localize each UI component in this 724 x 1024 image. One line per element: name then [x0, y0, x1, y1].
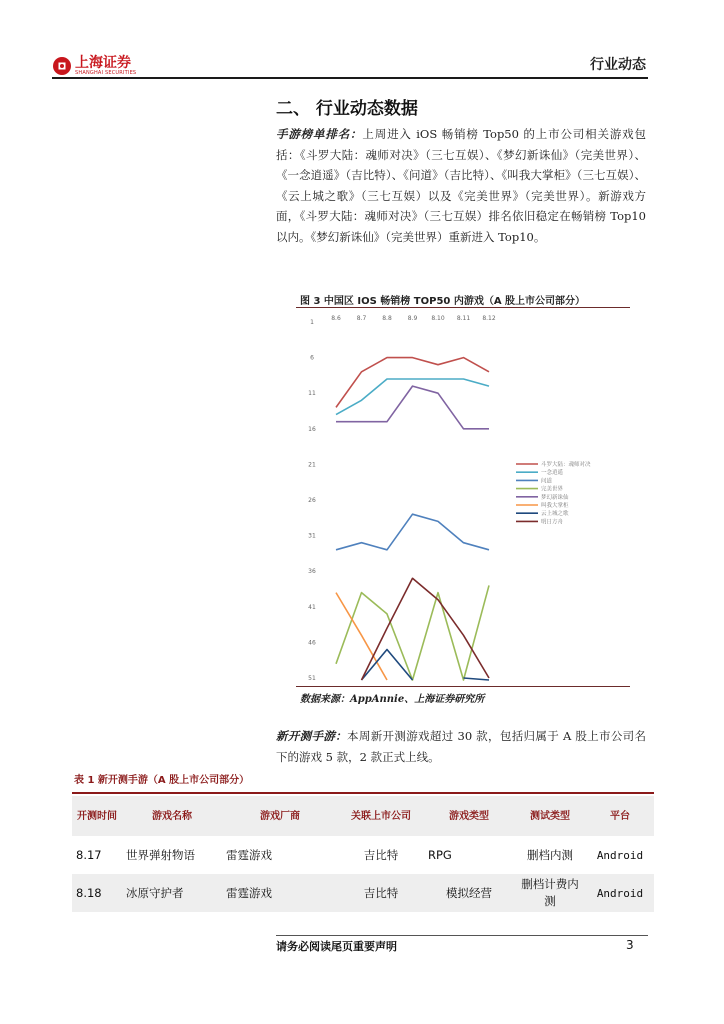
- y-tick-label: 1: [310, 319, 314, 326]
- y-tick-label: 51: [308, 675, 316, 682]
- cell-genre: RPG: [424, 836, 514, 874]
- table-header-row: [72, 796, 654, 836]
- footer-divider: [276, 935, 648, 936]
- cell-vendor: 雷霆游戏: [222, 874, 338, 912]
- logo-emblem-icon: [52, 56, 72, 76]
- cell-company: 吉比特: [338, 874, 424, 912]
- brand-logo: [52, 56, 136, 76]
- y-tick-label: 31: [308, 532, 316, 540]
- new-games-table: [72, 796, 654, 912]
- header-divider: [52, 77, 648, 79]
- cell-genre: 模拟经营: [424, 874, 514, 912]
- x-tick-label: 8.12: [482, 315, 496, 322]
- page-header: [52, 50, 648, 80]
- table-row: [72, 836, 654, 874]
- header-section-label: 行业动态: [590, 57, 646, 73]
- series-line: [336, 514, 489, 550]
- cell-vendor: 雷霆游戏: [222, 836, 338, 874]
- figure-bottom-rule: [296, 686, 630, 687]
- paragraph-lead: 手游榜单排名：: [276, 127, 363, 141]
- y-tick-label: 16: [308, 425, 316, 433]
- cell-game-name: 冰原守护者: [122, 874, 222, 912]
- legend-label: 梦幻新诛仙: [541, 494, 569, 501]
- column-header: 测试类型: [514, 796, 586, 836]
- y-tick-label: 46: [308, 639, 316, 647]
- legend-label: 云上城之歌: [541, 511, 569, 518]
- figure-title: 图 3 中国区 IOS 畅销榜 TOP50 内游戏（A 股上市公司部分）: [300, 296, 586, 307]
- table-title: 表 1 新开测手游（A 股上市公司部分）: [74, 775, 250, 786]
- x-tick-label: 8.8: [382, 315, 392, 322]
- cell-company: 吉比特: [338, 836, 424, 874]
- legend-label: 一念逍遥: [541, 470, 564, 477]
- legend-label: 叫我大掌柜: [541, 503, 569, 509]
- cell-game-name: 世界弹射物语: [122, 836, 222, 874]
- y-tick-label: 21: [308, 461, 316, 469]
- cell-test-type: 删档内测: [514, 836, 586, 874]
- column-header: 游戏名称: [122, 796, 222, 836]
- paragraph-body: 上周进入 iOS 畅销榜 Top50 的上市公司相关游戏包括：《斗罗大陆：魂师对决》（三七互娱）、《梦幻新诛仙》（完美世界）、《一念逍遥》（吉比特）、《问道》（吉比特）、《叫我大掌柜》（三七互娱）、《云上城之歌》（三七互娱）以及《完美世界》（完美世界）。新游戏方面，《斗罗大陆：魂师对决》（三七互娱）排名依旧稳定在畅销榜 Top10 以内。《梦幻新诛仙》（完美世界）重新进入 Top10。: [276, 127, 646, 244]
- section-title: 二、 行业动态数据: [276, 99, 418, 119]
- paragraph-new-games: [276, 726, 646, 767]
- page-number: 3: [626, 938, 634, 952]
- series-line: [336, 379, 489, 415]
- series-line: [362, 578, 490, 680]
- x-tick-label: 8.10: [431, 315, 445, 322]
- table-top-rule: [72, 792, 654, 794]
- series-line: [336, 585, 489, 680]
- y-tick-label: 6: [310, 354, 314, 362]
- y-tick-label: 26: [308, 497, 316, 504]
- cell-date: 8.17: [72, 836, 122, 874]
- paragraph-body: 本周新开测游戏超过 30 款，包括归属于 A 股上市公司名下的游戏 5 款，2 款正式上线。: [276, 729, 647, 764]
- paragraph-lead: 新开测手游：: [276, 729, 348, 743]
- footer-disclaimer: 请务必阅读尾页重要声明: [276, 940, 397, 953]
- x-tick-label: 8.7: [356, 315, 367, 322]
- column-header: 开测时间: [72, 796, 122, 836]
- y-tick-label: 41: [308, 603, 316, 611]
- series-line: [336, 386, 489, 429]
- x-tick-label: 8.11: [456, 315, 471, 322]
- logo-english-name: SHANGHAI SECURITIES: [75, 70, 137, 76]
- cell-date: 8.18: [72, 874, 122, 912]
- column-header: 平台: [586, 796, 654, 836]
- cell-test-type: 删档计费内测: [514, 874, 586, 912]
- series-line: [336, 593, 387, 680]
- cell-platform: Android: [586, 874, 654, 912]
- paragraph-rankings: [276, 124, 646, 248]
- legend-label: 问道: [541, 478, 553, 485]
- legend-label: 斗罗大陆：魂师对决: [541, 462, 591, 468]
- logo-chinese-name: 上海证券: [75, 55, 131, 71]
- cell-platform: Android: [586, 836, 654, 874]
- y-tick-label: 36: [308, 568, 316, 576]
- legend-label: 明日方舟: [541, 519, 564, 526]
- figure-source: 数据来源：AppAnnie、上海证券研究所: [300, 694, 485, 705]
- column-header: 游戏类型: [424, 796, 514, 836]
- table-row: [72, 874, 654, 912]
- column-header: 游戏厂商: [222, 796, 338, 836]
- column-header: 关联上市公司: [338, 796, 424, 836]
- ranking-line-chart: [296, 308, 630, 686]
- x-tick-label: 8.6: [331, 315, 341, 322]
- y-tick-label: 11: [308, 390, 316, 398]
- series-line: [336, 358, 489, 408]
- legend-label: 完美世界: [541, 486, 564, 493]
- x-tick-label: 8.9: [407, 315, 418, 322]
